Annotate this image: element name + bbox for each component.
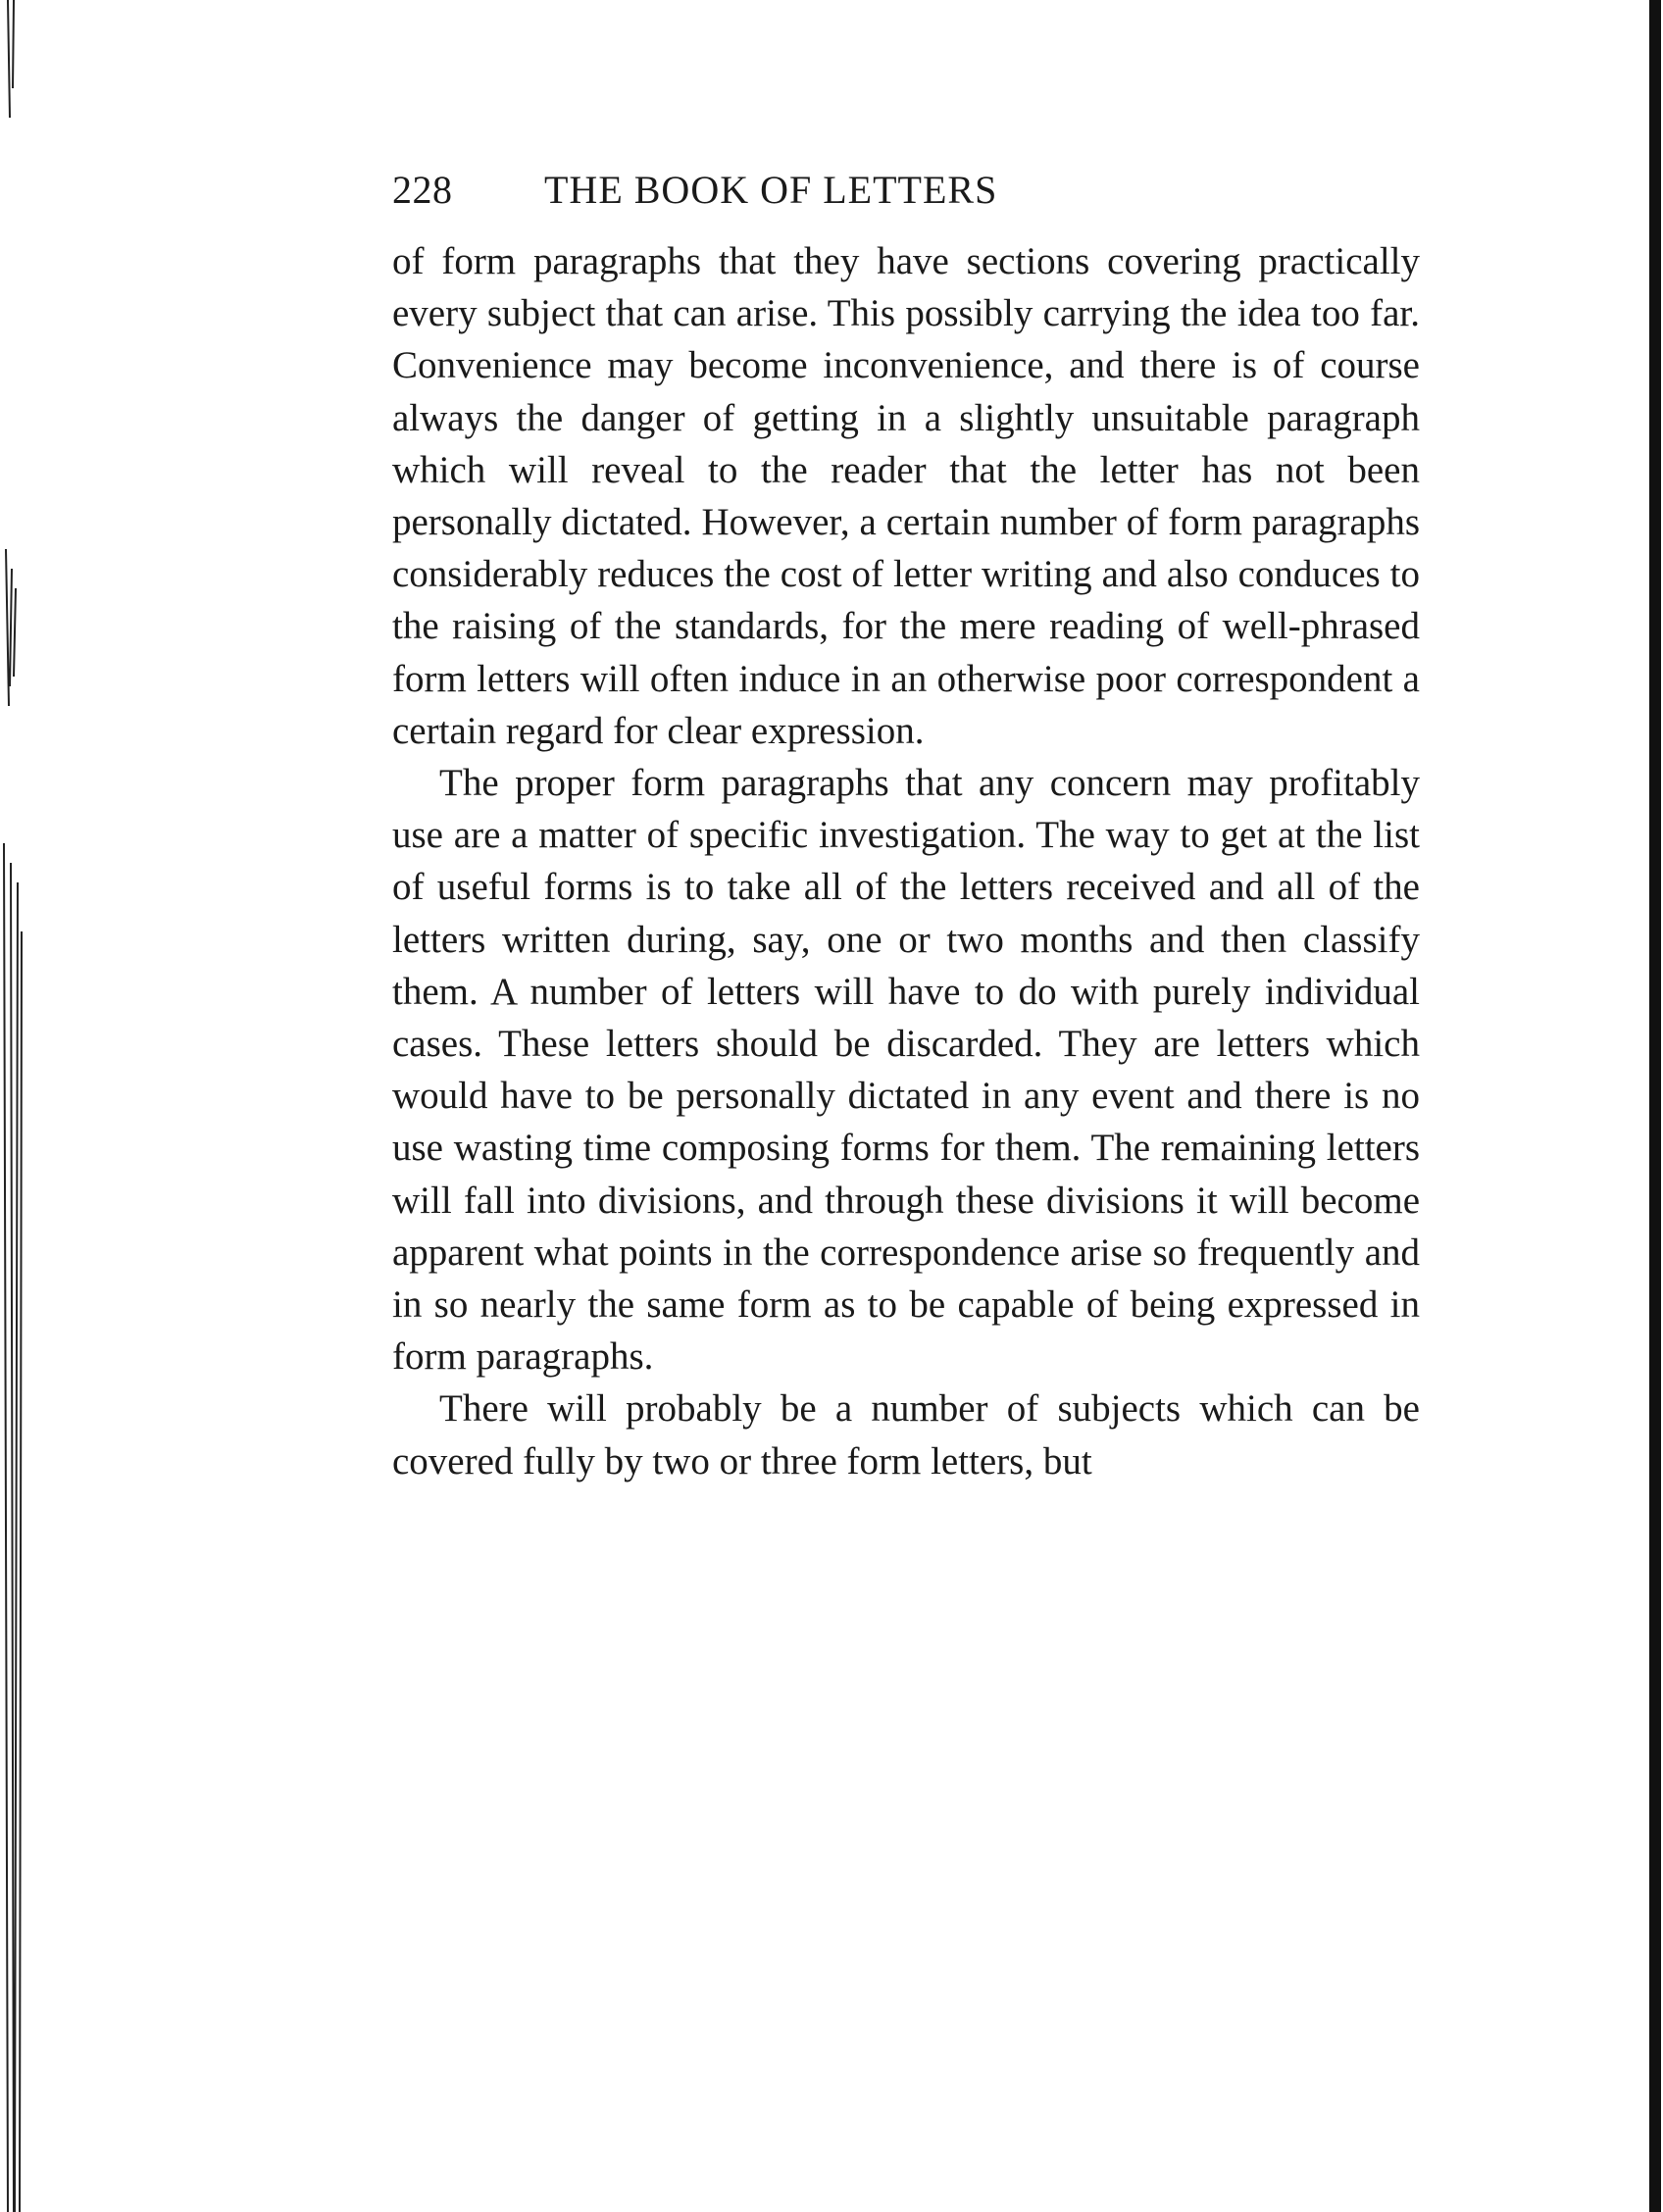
- page-number: 228: [392, 168, 453, 212]
- book-page: [392, 167, 1420, 1487]
- running-title: THE BOOK OF LETTERS: [544, 168, 998, 212]
- paragraph-continuation: of form paragraphs that they have sections covering practically every subject that can arise. This possibly carrying the idea too far. Convenience may become inconvenience, and there is of course always the danger of getting in a slightly unsuitable paragraph which will reveal to the reader that the letter has not been personally dictated. However, a certain number of form paragraphs considerably reduces the cost of letter writing and also conduces to the raising of the standards, for the mere reading of well-phrased form letters will often induce in an otherwise poor correspondent a certain regard for clear expression.: [392, 240, 1420, 752]
- paragraph-subjects: There will probably be a number of subjects which can be covered fully by two or three form letters, but: [392, 1387, 1420, 1483]
- running-head: [392, 167, 1420, 235]
- binding-edge-scan-artifact: [0, 0, 39, 2212]
- right-edge-scan-artifact: [1634, 0, 1663, 2212]
- paragraph-form-investigation: The proper form paragraphs that any concern may profitably use are a matter of specific investigation. The way to get at the list of useful forms is to take all of the letters received and all of the letters written during, say, one or two months and then classify them. A number of letters will have to do with purely individual cases. These letters should be discarded. They are letters which would have to be personally dictated in any event and there is no use wasting time composing forms for them. The remaining letters will fall into divisions, and through these divisions it will become apparent what points in the correspondence arise so frequently and in so nearly the same form as to be capable of being expressed in form paragraphs.: [392, 762, 1420, 1379]
